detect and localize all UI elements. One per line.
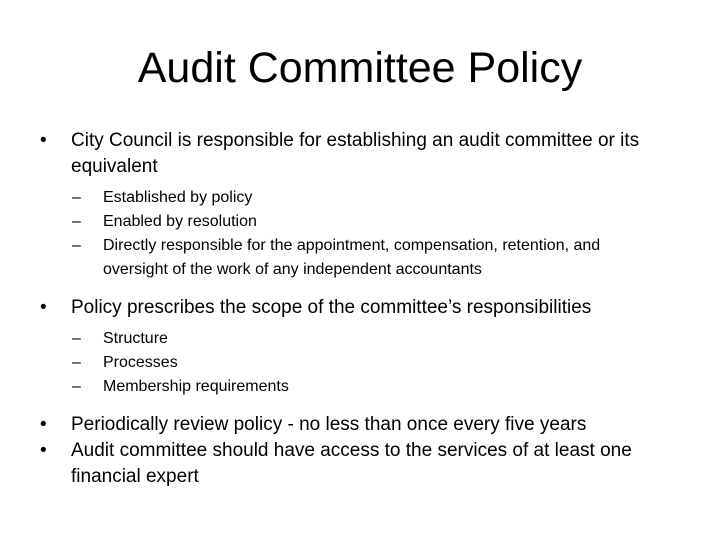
sub-item-text: Directly responsible for the appointment, compensation, retention, and oversight of the work of any independent accountants bbox=[103, 237, 601, 278]
bullet-marker: • bbox=[40, 130, 47, 151]
sub-item-text: Structure bbox=[103, 330, 168, 347]
bullet-item bbox=[0, 438, 720, 490]
sub-item bbox=[72, 210, 664, 234]
bullet-text: Audit committee should have access to the services of at least one financial expert bbox=[71, 440, 632, 487]
sub-item-text: Membership requirements bbox=[103, 378, 289, 395]
sub-marker: – bbox=[72, 237, 81, 254]
sub-marker: – bbox=[72, 354, 81, 371]
sub-item bbox=[72, 234, 664, 282]
bullet-marker: • bbox=[40, 297, 47, 318]
sub-marker: – bbox=[72, 378, 81, 395]
bullet-text: Policy prescribes the scope of the committee’s responsibilities bbox=[71, 297, 592, 318]
sub-item bbox=[72, 186, 664, 210]
sub-marker: – bbox=[72, 189, 81, 206]
bullet-text: City Council is responsible for establishing an audit committee or its equivalent bbox=[71, 130, 640, 177]
bullet-list bbox=[0, 128, 720, 490]
sub-item-text: Established by policy bbox=[103, 189, 253, 206]
bullet-text: Periodically review policy - no less than once every five years bbox=[71, 414, 587, 435]
sub-item bbox=[72, 351, 664, 375]
sub-item bbox=[72, 375, 664, 399]
sub-marker: – bbox=[72, 213, 81, 230]
sub-list bbox=[71, 186, 684, 282]
bullet-item bbox=[0, 295, 720, 399]
sub-marker: – bbox=[72, 330, 81, 347]
sub-item bbox=[72, 327, 664, 351]
sub-item-text: Enabled by resolution bbox=[103, 213, 257, 230]
slide-title: Audit Committee Policy bbox=[137, 44, 583, 92]
sub-item-text: Processes bbox=[103, 354, 178, 371]
bullet-marker: • bbox=[40, 440, 47, 461]
sub-list bbox=[71, 327, 684, 399]
bullet-item bbox=[0, 412, 720, 438]
bullet-item bbox=[0, 128, 720, 282]
bullet-marker: • bbox=[40, 414, 47, 435]
